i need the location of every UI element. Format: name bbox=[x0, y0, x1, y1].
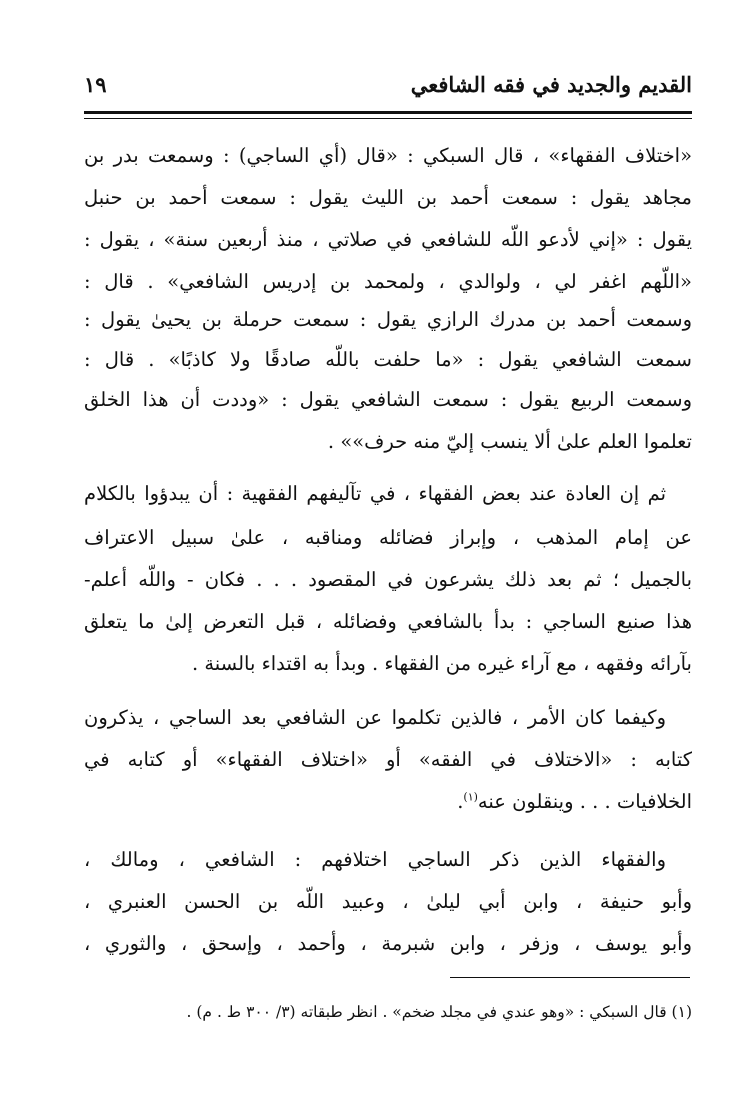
text-line bbox=[84, 784, 692, 820]
text-line: والفقهاء الذين ذكر الساجي اختلافهم : الشافعي ، ومالك ، bbox=[84, 848, 666, 871]
footnote-separator bbox=[450, 977, 690, 978]
running-header bbox=[84, 70, 692, 102]
text-line: بالجميل ؛ ثم بعد ذلك يشرعون في المقصود . . . فكان - واللّه أعلم- bbox=[84, 568, 692, 591]
running-title: القديم والجديد في فقه الشافعي bbox=[410, 72, 692, 97]
footnote-marker: (١) bbox=[463, 790, 478, 804]
text-line: «اختلاف الفقهاء» ، قال السبكي : «قال (أي الساجي) : وسمعت بدر بن bbox=[84, 144, 692, 167]
text-line: تعلموا العلم علىٰ ألا ينسب إليّ منه حرف»» . bbox=[327, 430, 692, 453]
text-line: سمعت الشافعي يقول : «ما حلفت باللّه صادقًا ولا كاذبًا» . قال : bbox=[84, 348, 692, 371]
text-line: وسمعت الربيع يقول : سمعت الشافعي يقول : «وددت أن هذا الخلق bbox=[84, 388, 692, 411]
text-line: ثم إن العادة عند بعض الفقهاء ، في تآليفهم الفقهية : أن يبدؤوا بالكلام bbox=[84, 482, 666, 505]
text-line: بآرائه وفقهه ، مع آراء غيره من الفقهاء . وبدأ به اقتداء بالسنة . bbox=[191, 652, 692, 675]
text-line: مجاهد يقول : سمعت أحمد بن الليث يقول : سمعت أحمد بن حنبل bbox=[84, 186, 692, 209]
line-end-period: . bbox=[457, 790, 464, 813]
text-line: «اللّهم اغفر لي ، ولوالدي ، ولمحمد بن إدريس الشافعي» . قال : bbox=[84, 270, 692, 293]
text-line: وأبو يوسف ، وزفر ، وابن شبرمة ، وأحمد ، وإسحق ، والثوري ، bbox=[84, 932, 692, 955]
page-number: ١٩ bbox=[84, 72, 107, 97]
header-rule-thick bbox=[84, 111, 692, 114]
text-line: وأبو حنيفة ، وابن أبي ليلىٰ ، وعبيد اللّه بن الحسن العنبري ، bbox=[84, 890, 692, 913]
text-line: عن إمام المذهب ، وإبراز فضائله ومناقبه ، علىٰ سبيل الاعتراف bbox=[84, 526, 692, 549]
text-line: وكيفما كان الأمر ، فالذين تكلموا عن الشافعي بعد الساجي ، يذكرون bbox=[84, 706, 666, 729]
footnote: (١) قال السبكي : «وهو عندي في مجلد ضخم» . انظر طبقاته (٣/ ٣٠٠ ط . م) . bbox=[186, 1003, 692, 1021]
text-line: كتابه : «الاختلاف في الفقه» أو «اختلاف الفقهاء» أو كتابه في bbox=[84, 748, 692, 771]
text-line: يقول : «إني لأدعو اللّه للشافعي في صلاتي ، منذ أربعين سنة» ، يقول : bbox=[84, 228, 692, 251]
header-rule-thin bbox=[84, 118, 692, 119]
text-line-body: الخلافيات . . . وينقلون عنه bbox=[477, 790, 692, 813]
text-line: وسمعت أحمد بن مدرك الرازي يقول : سمعت حرملة بن يحيىٰ يقول : bbox=[84, 308, 692, 331]
text-line: هذا صنيع الساجي : بدأ بالشافعي وفضائله ، قبل التعرض إلىٰ ما يتعلق bbox=[84, 610, 692, 633]
